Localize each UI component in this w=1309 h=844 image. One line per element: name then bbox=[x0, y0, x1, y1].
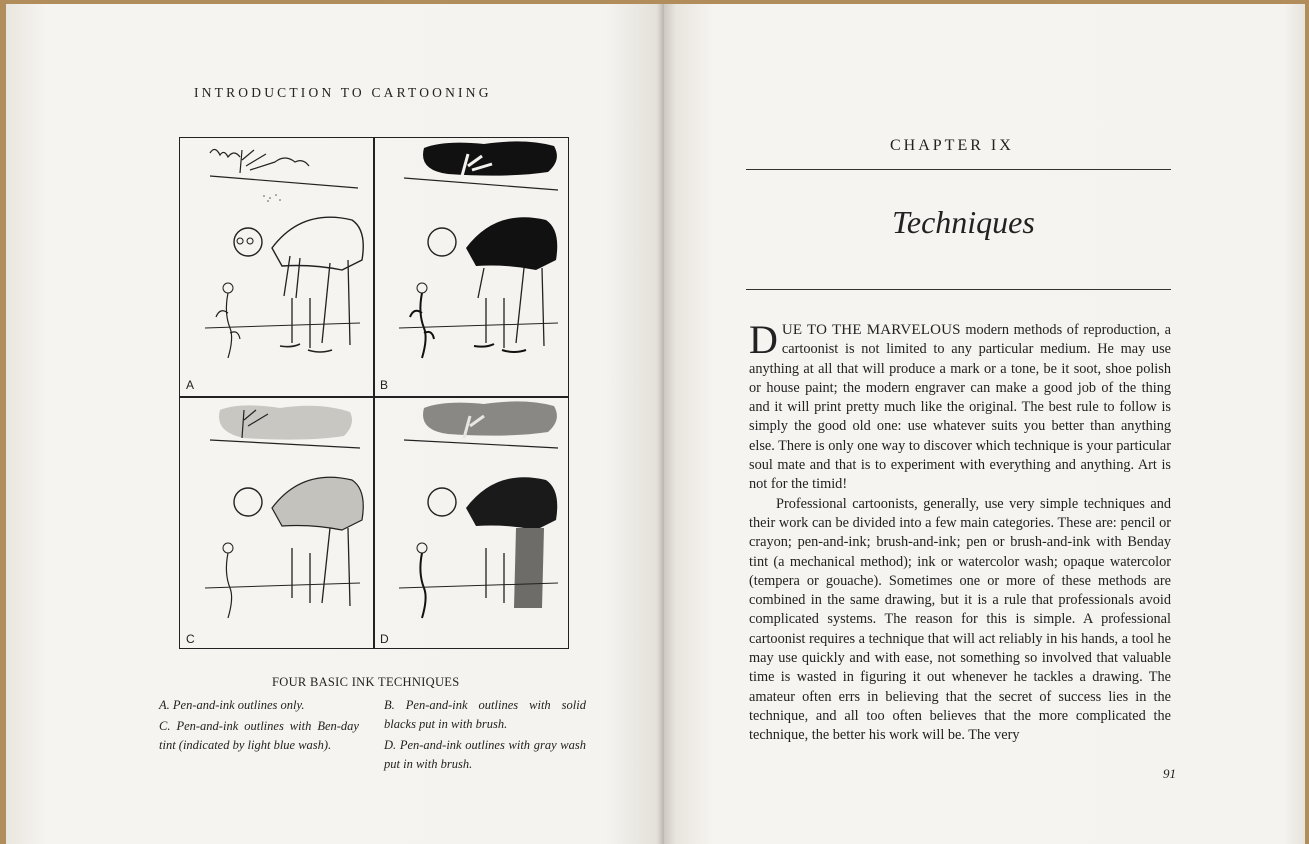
chapter-label: CHAPTER IX bbox=[890, 137, 1014, 154]
paragraph-1 bbox=[749, 317, 1171, 495]
caption-d: D. Pen-and-ink outlines with gray wash put in with brush. bbox=[384, 738, 586, 771]
chapter-title: Techniques bbox=[892, 204, 1035, 240]
man-smelling-flower-benday bbox=[180, 398, 373, 650]
bottom-rule bbox=[746, 289, 1171, 290]
man-smelling-flower-outline bbox=[180, 138, 373, 396]
book-spread bbox=[6, 4, 1305, 844]
panel-letter: A bbox=[186, 378, 195, 392]
panel-d bbox=[374, 398, 570, 650]
chapter-body bbox=[749, 317, 1171, 746]
panel-letter: B bbox=[380, 378, 389, 392]
man-smelling-flower-solid-blacks bbox=[374, 138, 570, 396]
panel-b bbox=[374, 138, 570, 396]
top-rule bbox=[746, 169, 1171, 170]
caption-b: B. Pen-and-ink outlines with solid blacks put in with brush. bbox=[384, 698, 586, 731]
technique-illustration-grid bbox=[179, 137, 569, 649]
lead-smallcaps: UE TO THE MARVELOUS bbox=[781, 322, 961, 338]
left-page bbox=[6, 4, 664, 844]
paragraph-2: Professional cartoonists, generally, use very simple techniques and their work can be divided into a few main categories. These are: pencil or crayon; pen-and-ink; brush-and-ink; pen or brush-and-ink with Benday tint (a mechanical method); ink or watercolor wash; opaque watercolor (tempera or gouache). Sometimes one or more of these methods are combined in the same drawing, but it is a rule that professionals avoid complicated systems. The reason for this is simple. A professional cartoonist requires a technique that will act reliably in his hands, a tool he may use quickly and with ease, not something so involved that valuable time is wasted in figuring it out whenever he tackles a drawing. The amateur often errs in believing that the secret of success lies in the technique, and all too often believes that the more complicated the technique, the better his work will be. The very bbox=[749, 495, 1171, 744]
figure-caption-title: FOUR BASIC INK TECHNIQUES bbox=[272, 675, 460, 689]
panel-letter: D bbox=[380, 632, 389, 646]
paragraph-1-text: modern methods of reproduction, a cartoonist is not limited to any particular medium. He may use anything at all that will produce a mark or a tone, be it soot, shoe polish or house paint; the modern engraver can make a good job of the thing and it will print pretty much like the original. The best rule to follow is simply the good old one: use whatever suits you better than anything else. There is only one way to discover which technique is your particular soul mate and that is to experiment with everything and anything. Art is not for the timid! bbox=[749, 322, 1171, 493]
man-smelling-flower-gray-wash bbox=[374, 398, 570, 650]
panel-letter: C bbox=[186, 632, 195, 646]
page-number: 91 bbox=[1163, 766, 1176, 781]
panel-c bbox=[180, 398, 373, 650]
panel-a bbox=[180, 138, 373, 396]
caption-a: A. Pen-and-ink outlines only. bbox=[159, 698, 305, 712]
running-head: INTRODUCTION TO CARTOONING bbox=[194, 85, 492, 100]
drop-cap: D bbox=[749, 317, 778, 362]
caption-c: C. Pen-and-ink outlines with Ben-day tint (indicated by light blue wash). bbox=[159, 719, 359, 752]
